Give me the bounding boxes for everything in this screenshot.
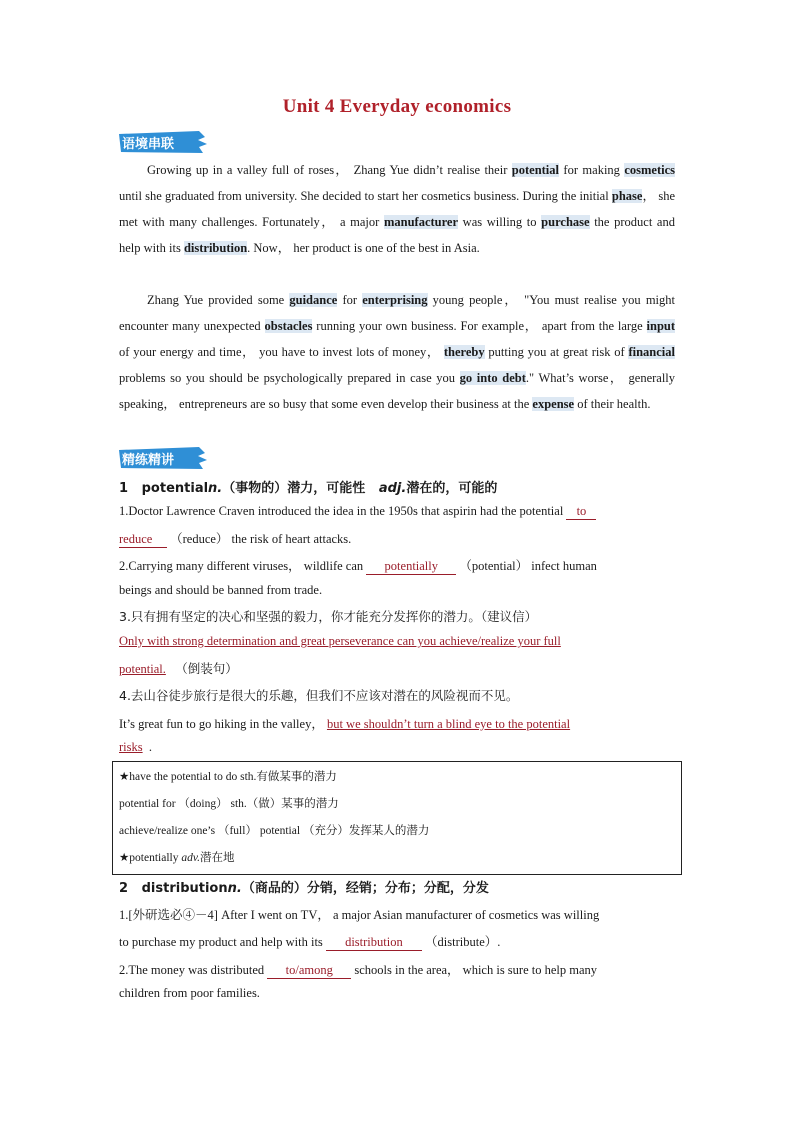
paragraph-text: putting you at great risk of xyxy=(484,345,629,359)
usage-line-3 xyxy=(119,822,429,838)
paragraph-text: for xyxy=(337,293,363,307)
exercise-2-1-cont xyxy=(119,932,679,951)
answer-blank: to/among xyxy=(267,963,351,979)
definition-cn: （商品的）分销，经销；分布；分配，分发 xyxy=(241,881,489,896)
definition-cn: （事物的）潜力，可能性 xyxy=(222,481,366,496)
paragraph-text: ， she met with many challenges. Fortunately， a major xyxy=(119,189,675,229)
exercise-1-1 xyxy=(119,504,679,520)
exercise-text: 2.Carrying many different viruses， wildlife can xyxy=(119,559,364,573)
answer-blank: reduce xyxy=(119,532,167,548)
exercise-text: schools in the area， which is sure to help many xyxy=(354,963,598,977)
keyword-highlight: guidance xyxy=(289,293,338,307)
keyword-highlight: purchase xyxy=(541,215,590,229)
exercise-text: 2.The money was distributed xyxy=(119,963,265,977)
paragraph-text: of their health. xyxy=(574,397,651,411)
usage-cn: 有做某事的潜力 xyxy=(256,769,337,783)
paragraph-text: was willing to xyxy=(458,215,542,229)
paragraph-text: for making xyxy=(559,163,625,177)
exercise-1-3-answer-cont xyxy=(119,659,679,677)
usage-cn: （做）某事的潜力 xyxy=(246,796,339,810)
paragraph-text: ." What’s worse， generally speaking， entrepreneurs are so busy that some even develop their business at the xyxy=(119,371,676,411)
paragraph-text: . Now， her product is one of the best in Asia. xyxy=(247,241,480,255)
keyword-highlight: thereby xyxy=(443,345,485,359)
paragraph-text: the product and help with its xyxy=(119,215,675,255)
keyword-highlight: distribution xyxy=(183,241,248,255)
exercise-text: 1.Doctor Lawrence Craven introduced the idea in the 1950s that aspirin had the potential xyxy=(119,504,564,518)
exercise-1-2 xyxy=(119,556,679,575)
part-of-speech: adj. xyxy=(378,481,407,496)
paragraph-text: young people， "You must realise you might encounter many unexpected xyxy=(119,293,675,333)
story-paragraph-2 xyxy=(119,287,675,417)
exercise-1-4-prompt: 4.去山谷徒步旅行是很大的乐趣，但我们不应该对潜在的风险视而不见。 xyxy=(119,688,519,703)
vocab-word: potential xyxy=(141,481,209,496)
keyword-highlight: input xyxy=(646,319,676,333)
keyword-highlight: potential xyxy=(511,163,560,177)
exercise-text: to purchase my product and help with its xyxy=(119,935,323,949)
section-tag-context xyxy=(119,131,180,153)
answer-blank: to xyxy=(566,504,596,520)
exercise-text: （distribute）. xyxy=(425,935,501,949)
note-text: （倒装句） xyxy=(175,661,238,676)
section-tag-practice xyxy=(119,447,180,469)
exercise-1-1-cont xyxy=(119,529,679,548)
usage-en: ★potentially xyxy=(119,852,179,864)
item-number: 2 xyxy=(119,881,129,896)
keyword-highlight: cosmetics xyxy=(624,163,676,177)
part-of-speech: n. xyxy=(208,481,223,496)
paragraph-text: Zhang Yue provided some xyxy=(147,293,290,307)
usage-cn: 潜在地 xyxy=(200,850,235,864)
keyword-highlight: go into debt xyxy=(459,371,526,385)
answer-text: potential. xyxy=(119,662,166,676)
answer-blank: distribution xyxy=(326,935,422,951)
keyword-highlight: phase xyxy=(611,189,643,203)
part-of-speech: n. xyxy=(227,881,242,896)
usage-line-2 xyxy=(119,795,339,811)
vocab-word: distribution xyxy=(141,881,228,896)
vocab-heading-distribution xyxy=(119,877,679,896)
paragraph-text: of your energy and time， you have to invest lots of money， xyxy=(119,345,444,359)
usage-en: ★have the potential to do sth. xyxy=(119,771,257,783)
exercise-text: It’s great fun to go hiking in the valley， xyxy=(119,717,324,731)
answer-text: risks xyxy=(119,740,143,754)
part-of-speech: adv. xyxy=(181,852,201,864)
section-tag-label: 精练精讲 xyxy=(122,452,175,468)
answer-text: but we shouldn’t turn a blind eye to the potential xyxy=(326,717,571,731)
keyword-highlight: manufacturer xyxy=(383,215,459,229)
exercise-1-2-cont: beings and should be banned from trade. xyxy=(119,583,323,597)
exercise-1-4-cont xyxy=(119,740,679,755)
answer-blank: potentially xyxy=(366,559,456,575)
exercise-1-3-prompt: 3.只有拥有坚定的决心和坚强的毅力，你才能充分发挥你的潜力。（建议信） xyxy=(119,609,538,624)
keyword-highlight: obstacles xyxy=(264,319,313,333)
paragraph-text: Growing up in a valley full of roses， Zhang Yue didn’t realise their xyxy=(147,163,512,177)
usage-line-1 xyxy=(119,768,337,784)
keyword-highlight: enterprising xyxy=(362,293,428,307)
section-tag-label: 语境串联 xyxy=(122,136,175,152)
keyword-highlight: financial xyxy=(628,345,676,359)
usage-en: achieve/realize one’s （full） potential xyxy=(119,825,301,837)
usage-line-4 xyxy=(119,849,235,865)
item-number: 1 xyxy=(119,481,129,496)
page-title: Unit 4 Everyday economics xyxy=(282,96,512,117)
usage-en: potential for （doing） sth. xyxy=(119,798,247,810)
paragraph-text: running your own business. For example， apart from the large xyxy=(312,319,647,333)
keyword-highlight: expense xyxy=(532,397,575,411)
usage-cn: （充分）发挥某人的潜力 xyxy=(302,823,430,837)
definition-cn: 潜在的，可能的 xyxy=(406,481,498,496)
exercise-text: . xyxy=(148,740,152,754)
vocab-heading-potential xyxy=(119,477,679,496)
exercise-2-2-cont: children from poor families. xyxy=(119,986,260,1000)
paragraph-text: problems so you should be psychologically prepared in case you xyxy=(119,371,460,385)
paragraph-text: until she graduated from university. She decided to start her cosmetics business. During the initial xyxy=(119,189,612,203)
exercise-2-1: 1.[外研选必④－4] After I went on TV， a major Asian manufacturer of cosmetics was willing xyxy=(119,908,600,922)
usage-note-box xyxy=(112,761,682,875)
exercise-text: （potential） infect human xyxy=(459,559,597,573)
exercise-2-2 xyxy=(119,960,679,979)
exercise-1-4 xyxy=(119,714,679,732)
answer-text: Only with strong determination and great perseverance can you achieve/realize your full xyxy=(119,634,561,648)
exercise-1-3-answer xyxy=(119,634,679,649)
exercise-text: （reduce） the risk of heart attacks. xyxy=(170,532,352,546)
story-paragraph-1 xyxy=(119,157,675,261)
